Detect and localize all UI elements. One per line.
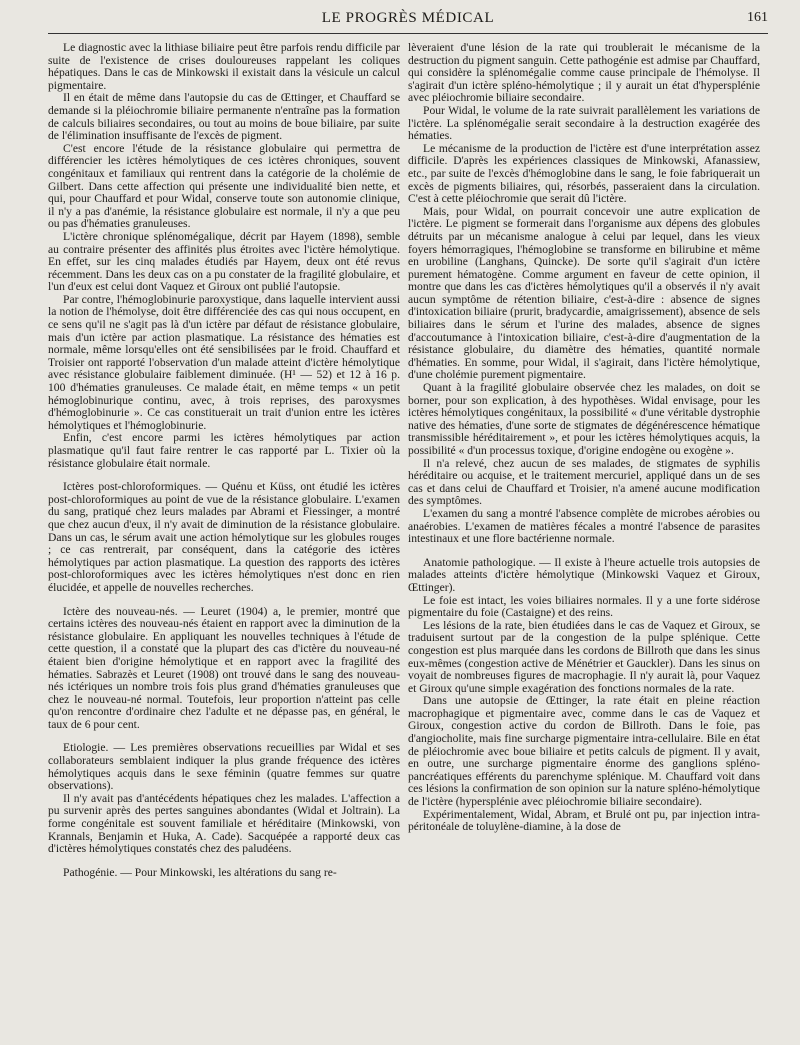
paragraph: Mais, pour Widal, on pourrait concevoir une autre explication de l'ictère. Le pigment se formerait dans l'organisme aux dépens des globules détruits par un mécanisme analogue à celui par lequel, dans les vieux foyers hémorragiques, l'hémoglobine se transforme en bilirubine et même en urobiline (Langhans, Quincke). De sorte qu'il s'agirait d'un ictère purement hématogène. Comme argument en faveur de cette opinion, il montre que dans les cas d'ictères hémolytiques qu'il a observés il n'y avait aucun symptôme de rétention biliaire, c'est-à-dire : absence de signes d'intoxication biliaire (prurit, bradycardie, amaigrissement), absence de sels biliaires dans le sérum et l'urine des malades, absence de signes d'accoutumance à l'intoxication biliaire, c'est-à-dire d'augmentation de la résistance globulaire, du diamètre des hématies, quantité normale d'hématies. En somme, pour Widal, il s'agirait, dans l'ictère hémolytique, d'une cholémie purement pigmentaire. [408, 204, 760, 382]
paragraph: Pathogénie. — Pour Minkowski, les altérations du sang re- [63, 865, 337, 879]
paragraph: Le foie est intact, les voies biliaires normales. Il y a une forte sidérose pigmentaire du foie (Castaigne) et des reins. [408, 593, 760, 620]
paragraph: Etiologie. — Les premières observations recueillies par Widal et ses collaborateurs semblaient indiquer la plus grande fréquence des ictères hémolytiques acquis dans le sexe féminin (quatre femmes sur quatre observations). [48, 741, 400, 793]
running-title: LE PROGRÈS MÉDICAL [321, 10, 495, 26]
paragraph: Dans une autopsie de Œttinger, la rate était en pleine réaction macrophagique et pigmentaire avec, comme dans le cas de Vaquez et Giroux, congestion active du cordon de Billroth. Dans le foie, pas d'angiocholite, mais fine surcharge pigmentaire intra-cellulaire. Bile en état de pléiochromie avec boue biliaire et petits calculs de pigment. Il y avait, en outre, une surcharge pigmentaire énorme des ganglions spléno-pancréatiques efférents du parenchyme splénique. M. Chauffard voit dans ces lésions la confirmation de son opinion sur la nature spléno-hémolytique de l'ictère (hypersplénie avec pléiochromie biliaire secondaire). [408, 694, 760, 809]
paragraph: Les lésions de la rate, bien étudiées dans le cas de Vaquez et Giroux, se traduisent surtout par de la congestion de la pulpe splénique. Cette congestion est plus marquée dans les cordons de Billroth que dans les sinus eux-mêmes (congestion active de Ménétrier et Gauckler). Dans les sinus on voyait de nombreuses figures de macrophagie. Il n'y aurait là, pour Vaquez et Giroux qu'une simple exagération des fonctions normales de la rate. [408, 618, 760, 695]
paragraph: Anatomie pathologique. — Il existe à l'heure actuelle trois autopsies de malades atteints d'ictère hémolytique (Minkowski Vaquez et Giroux, Œttinger). [408, 555, 760, 594]
header-rule [48, 33, 768, 34]
page-number: 161 [747, 10, 768, 25]
paragraph: Il en était de même dans l'autopsie du cas de Œttinger, et Chauffard se demande si la pléiochromie biliaire permanente n'entraîne pas la formation de calculs biliaires secondaires, ou tout au moins de boue biliaire, par suite de l'élimination insuffisante de l'excès de pigment. [48, 91, 400, 143]
paragraph: Par contre, l'hémoglobinurie paroxystique, dans laquelle intervient aussi la notion de l'hémolyse, doit être différenciée des cas qui nous occupent, en ce sens qu'il ne s'agit pas là d'un ictère par défaut de résistance globulaire, mais d'un ictère par action plasmatique. La résistance des hématies est normale, même lorsqu'elles ont été sensibilisées par le froid. Chauffard et Troisier ont rapporté l'observation d'un malade atteint d'ictère hémolytique avec résistance globulaire faiblement diminuée. (H¹ — 52) et 12 à 16 p. 100 d'hématies granuleuses. Ce malade était, en même temps « un petit hémoglobinurique continu, avec, à trois reprises, des paroxysmes d'hémoglobinurie ». Ce cas constituerait un trait d'union entre les ictères hémolytiques et l'hémoglobinurie. [48, 292, 400, 432]
paragraph: Expérimentalement, Widal, Abram, et Brulé ont pu, par injection intra-péritonéale de toluylène-diamine, à la dose de [408, 807, 760, 834]
page-header [48, 8, 768, 38]
paragraph: L'ictère chronique splénomégalique, décrit par Hayem (1898), semble au contraire présenter des affinités plus étroites avec l'ictère hémolytique. En effet, sur les cinq malades étudiés par Hayem, deux ont été revus récemment. Dans les deux cas on a pu constater de la fragilité globulaire, et l'un d'eux est celui dont Vaquez et Giroux ont publié l'autopsie. [48, 229, 400, 294]
right-column [408, 42, 760, 834]
paragraph: Il n'y avait pas d'antécédents hépatiques chez les malades. L'affection a pu survenir après des pertes sanguines abondantes (Widal et Joltrain). La forme congénitale est souvent familiale et héréditaire (Minkowski, von Krannals, Benjamin et Huka, A. Cade). Sacquépée a rapporté deux cas d'ictères hémolytiques constatés chez des paludéens. [48, 791, 400, 856]
paragraph: lèveraient d'une lésion de la rate qui troublerait le mécanisme de la destruction du pigment sanguin. Cette pathogénie est admise par Chauffard, qui considère la splénomégalie comme cause principale de l'hémolyse. Il s'agirait d'un ictère spléno-hémolytique ; il y aurait un état d'hypersplénie avec pléiochromie biliaire secondaire. [408, 41, 760, 105]
paragraph: Enfin, c'est encore parmi les ictères hémolytiques par action plasmatique qu'il faut faire rentrer le cas rapporté par L. Tixier où la résistance globulaire était normale. [48, 431, 400, 470]
paragraph: Il n'a relevé, chez aucun de ses malades, de stigmates de syphilis héréditaire ou acquise, et le traitement mercuriel, appliqué dans un de ses cas et dans celui de Chauffard et Troisier, n'a amené aucune modification des symptômes. [408, 456, 760, 508]
paragraph: Ictères post-chloroformiques. — Quénu et Küss, ont étudié les ictères post-chloroformiques au point de vue de la résistance globulaire. L'examen du sang, pratiqué chez leurs malades par Abrami et Fiessinger, a montré que chez aucun d'eux, il n'y avait de diminution de la résistance globulaire. Dans un cas, le sérum avait une action hémolytique sur les globules rouges ; ce cas rentrerait, par conséquent, dans la catégorie des ictères hémolytiques par action plasmatique. La question des rapports des ictères post-chloroformiques avec les ictères hémolytiques n'est donc en rien élucidée, et appelle de nouvelles recherches. [48, 480, 400, 594]
paragraph: Le diagnostic avec la lithiase biliaire peut être parfois rendu difficile par suite de l'existence de crises douloureuses rappelant les coliques hépatiques. Dans le cas de Minkowski il existait dans la vésicule un calcul pigmentaire. [48, 41, 400, 92]
paragraph: Pour Widal, le volume de la rate suivrait parallèlement les variations de l'ictère. La splénomégalie serait secondaire à la destruction exagérée des hématies. [408, 103, 760, 143]
paragraph: C'est encore l'étude de la résistance globulaire qui permettra de différencier les ictères hémolytiques de ces ictères chroniques, souvent congénitaux et familiaux qui rentrent dans la catégorie de la cholémie de Gilbert. Dans cette affection qui présente une individualité bien nette, et qui, pour Chauffard et pour Widal, conserve toute son autonomie clinique, il n'y a pas d'anémie, la résistance globulaire est normale, il n'y a que peu ou pas d'hématies granuleuses. [48, 141, 400, 231]
paragraph: Ictère des nouveau-nés. — Leuret (1904) a, le premier, montré que certains ictères des nouveau-nés étaient en rapport avec la diminution de la résistance globulaire. En appliquant les nouvelles techniques à l'étude de cette question, il a constaté que la plupart des cas d'ictère du nouveau-né étaient bien d'origine hémolytique et en rapport avec la fragilité des hématies. Sabrazès et Leuret (1908) ont trouvé dans le sang des nouveau-nés ictériques un nombre trois fois plus grand d'hématies granuleuses que chez le nouveau-né normal. Toutefois, leur proportion n'atteint pas celle qu'on rencontre d'ordinaire chez l'adulte et ne dépasse pas, en général, le taux de 6 pour cent. [48, 604, 400, 731]
paragraph: L'examen du sang a montré l'absence complète de microbes aérobies ou anaérobies. L'examen de matières fécales a montré l'absence de parasites intestinaux et une flore bactérienne normale. [408, 506, 760, 546]
paragraph: Le mécanisme de la production de l'ictère est d'une interprétation assez difficile. D'après les expériences classiques de Minkowski, Afanassiew, etc., par suite de l'excès d'hémoglobine dans le sang, le foie fabriquerait un excès de pigments biliaires, qui, résorbés, passeraient dans la circulation. C'est à cette pléiochromie que serait dû l'ictère. [408, 141, 760, 206]
left-column [48, 42, 400, 879]
paragraph: Quant à la fragilité globulaire observée chez les malades, on doit se borner, pour son explication, à des hypothèses. Widal envisage, pour les ictères hémolytiques congénitaux, la possibilité « d'une véritable dystrophie native des hématies, d'une sorte de stigmates de dégénérescence hématique transmissible héréditairement », et pour les ictères hémolytiques acquis, la possibilité « d'un processus toxique, d'origine endogène ou exogène ». [408, 381, 760, 457]
